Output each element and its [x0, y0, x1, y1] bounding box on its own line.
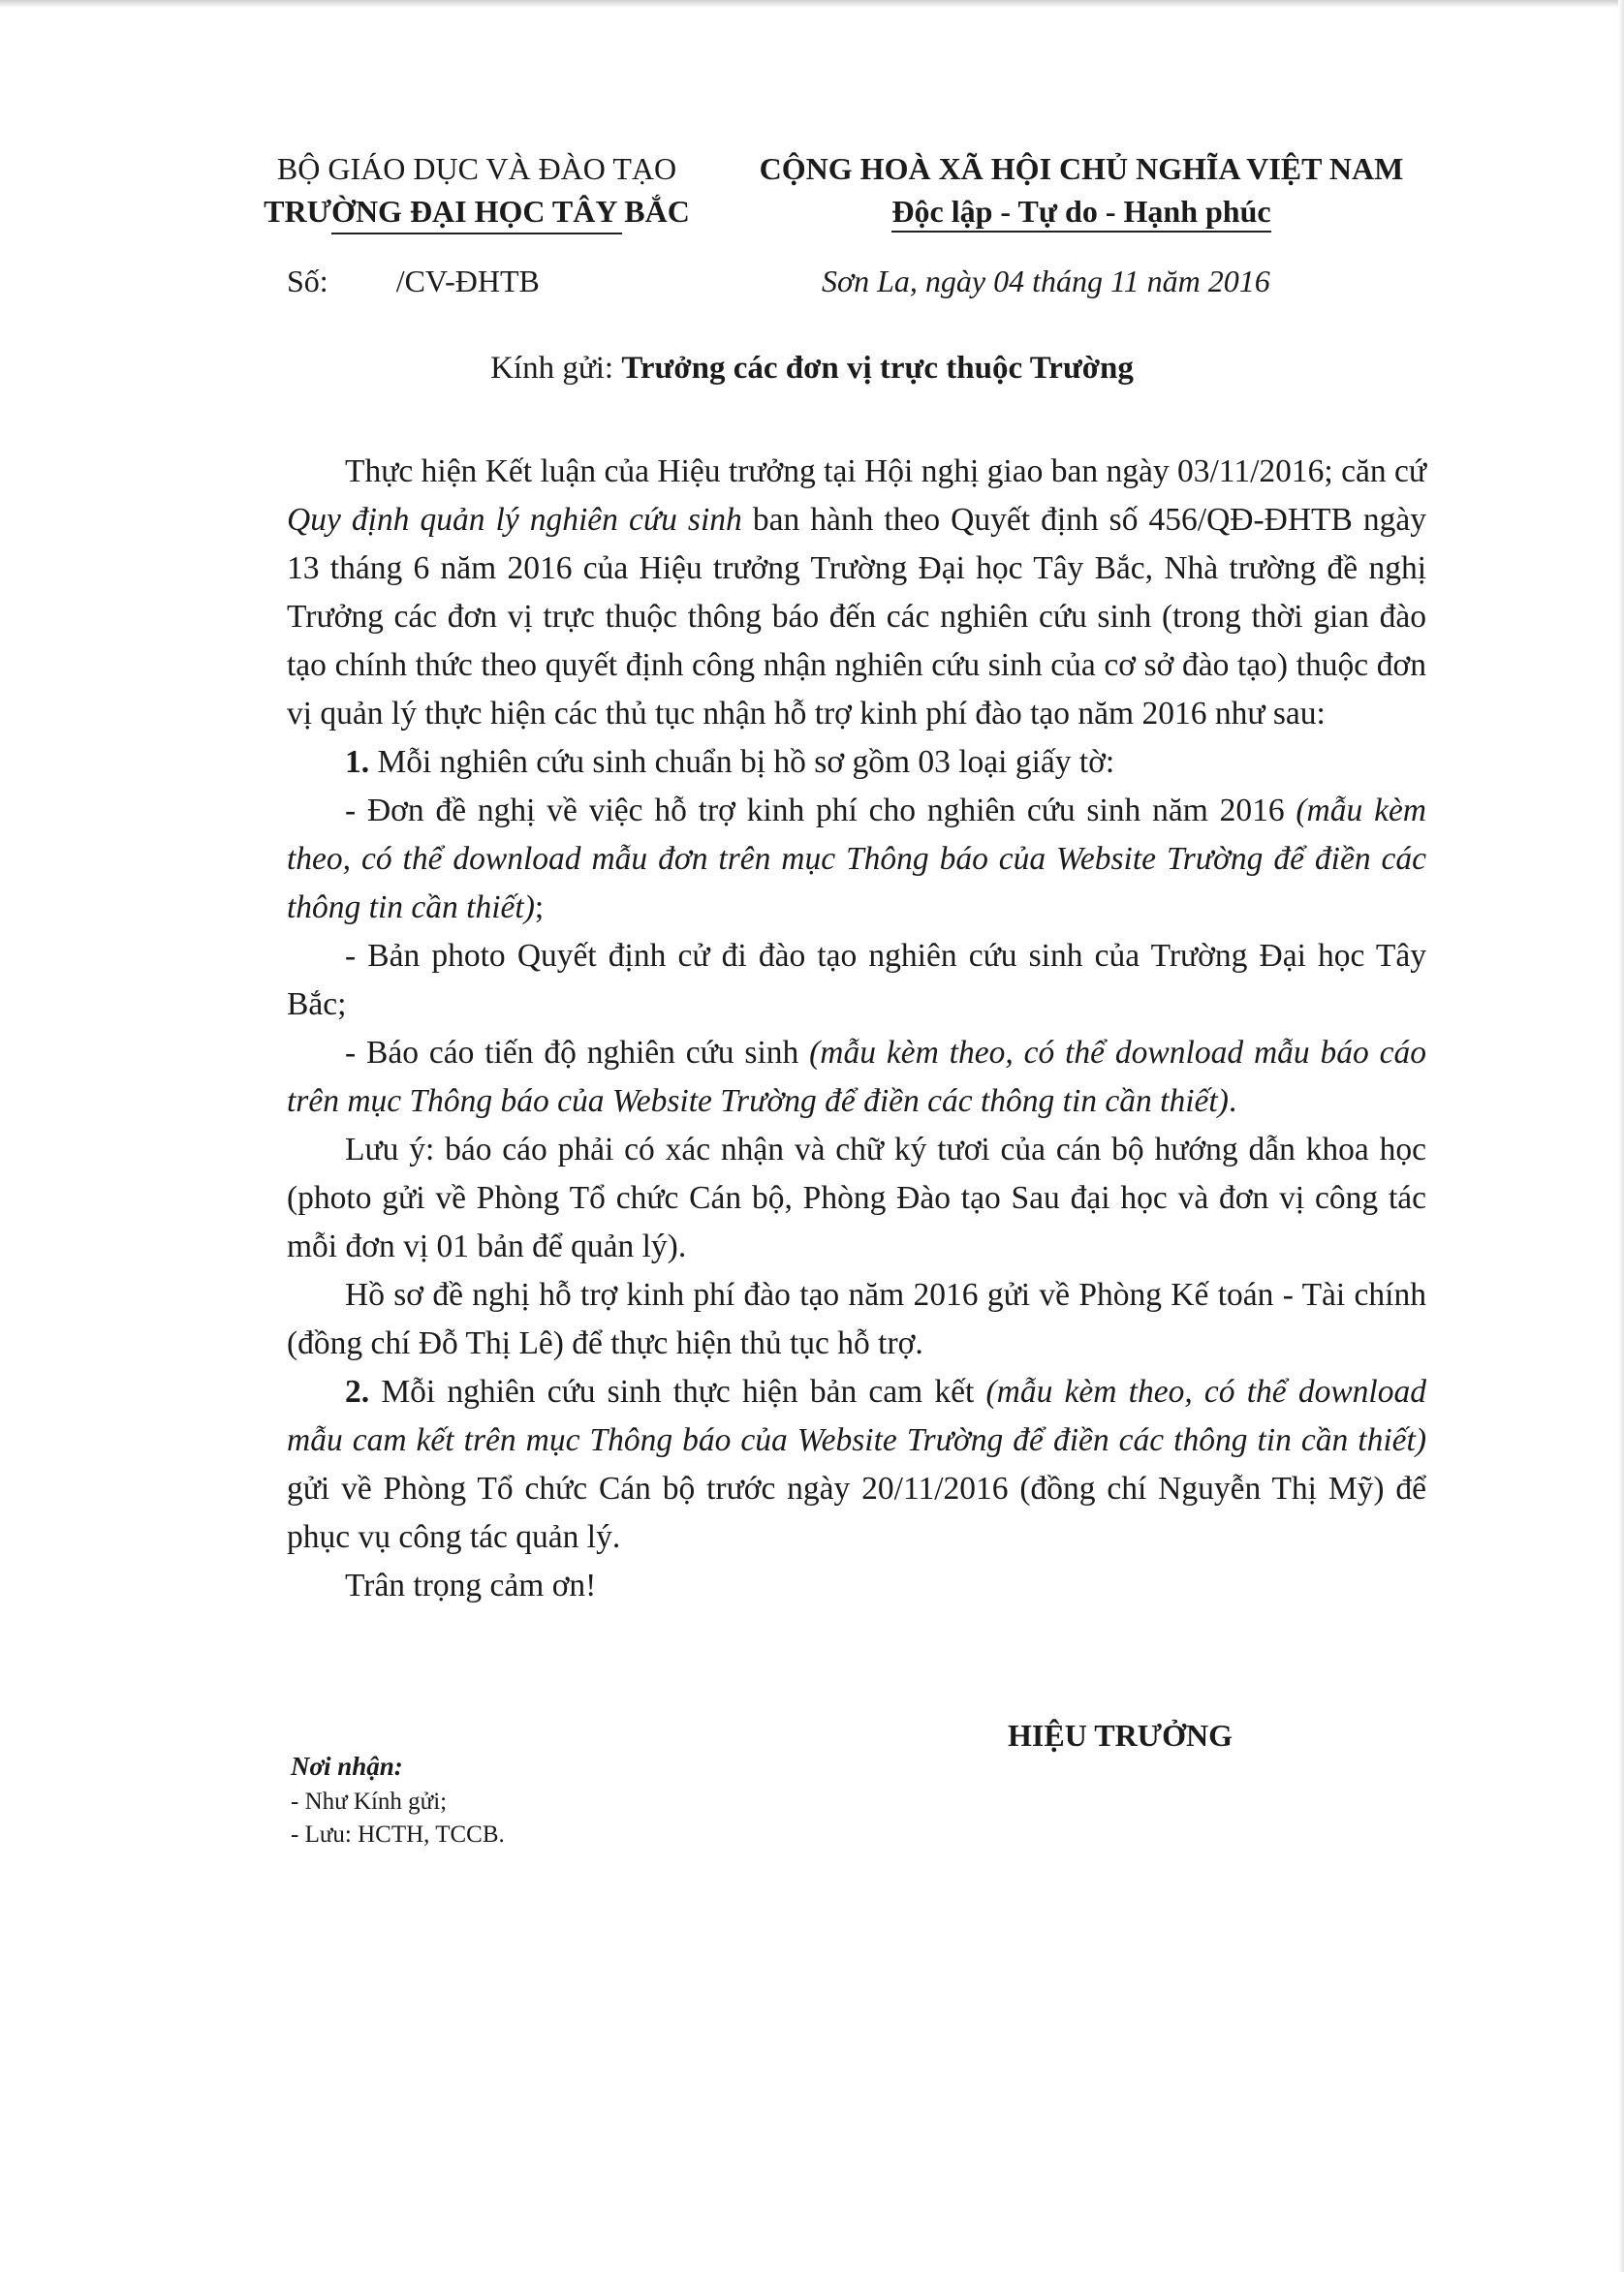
item-1: [287, 738, 1426, 787]
bullet-application: [287, 787, 1426, 932]
closing-line: Trân trọng cảm ơn!: [345, 1568, 597, 1603]
note-paragraph: Lưu ý: báo cáo phải có xác nhận và chữ ký tươi của cán bộ hướng dẫn khoa học (photo gửi về Phòng Tổ chức Cán bộ, Phòng Đào tạo Sau đại học và đơn vị công tác mỗi đơn vị 01 bản để quản lý).: [287, 1132, 1426, 1264]
issuer-header: [244, 147, 709, 233]
recipient-prefix: Kính gửi:: [490, 351, 622, 386]
letter-body: [287, 448, 1426, 1610]
item-2-number: 2.: [345, 1374, 370, 1410]
item-2: [287, 1368, 1426, 1562]
scan-top-edge: [0, 0, 1624, 8]
intro-text-cont: ban hành theo Quyết định số 456/QĐ-ĐHTB ngày 13 tháng 6 năm 2016 của Hiệu trưởng Trường Đại học Tây Bắc, Nhà trường đề nghị Trưởng các đơn vị trực thuộc thông báo đến các nghiên cứu sinh (trong thời gian đào tạo chính thức theo quyết định công nhận nghiên cứu sinh của cơ sở đào tạo) thuộc đơn vị quản lý thực hiện các thủ tục nhận hỗ trợ kinh phí đào tạo năm 2016 như sau:: [287, 502, 1426, 731]
bullet-application-end: ;: [534, 889, 545, 925]
recipients-title: Nơi nhận:: [291, 1752, 403, 1781]
bullet-report-end: .: [1228, 1083, 1237, 1119]
country-name: CỘNG HOÀ XÃ HỘI CHỦ NGHĨA VIỆT NAM: [759, 151, 1404, 186]
regulation-title: Quy định quản lý nghiên cứu sinh: [287, 502, 742, 538]
document-number-value: /CV-ĐHTB: [395, 264, 540, 298]
signer-title: HIỆU TRƯỞNG: [1008, 1718, 1234, 1753]
item-2-note: (mẫu kèm theo, có thể download mẫu cam kết trên mục Thông báo của Website Trường để điền các thông tin cần thiết): [287, 1374, 1426, 1458]
document-date: Sơn La, ngày 04 tháng 11 năm 2016: [822, 264, 1270, 298]
university-name: TRƯỜNG ĐẠI HỌC TÂY BẮC: [264, 194, 690, 229]
header-underline: [331, 233, 622, 234]
bullet-progress-report: [287, 1029, 1426, 1126]
bullet-application-note: (mẫu kèm theo, có thể download mẫu đơn trên mục Thông báo của Website Trường để điền các thông tin cần thiết): [287, 793, 1427, 925]
intro-text: Thực hiện Kết luận của Hiệu trưởng tại Hội nghị giao ban ngày 03/11/2016; căn cứ: [345, 453, 1426, 489]
national-motto: Độc lập - Tự do - Hạnh phúc: [891, 192, 1270, 233]
bullet-application-text: - Đơn đề nghị về việc hỗ trợ kinh phí cho nghiên cứu sinh năm 2016: [345, 793, 1296, 828]
item-1-number: 1.: [345, 744, 370, 780]
bullet-report-note: (mẫu kèm theo, có thể download mẫu báo cáo trên mục Thông báo của Website Trường để điền các thông tin cần thiết): [287, 1035, 1427, 1119]
national-header: [733, 147, 1430, 233]
recipients-item: - Như Kính gửi;: [291, 1789, 448, 1815]
bullet-report-text: - Báo cáo tiến độ nghiên cứu sinh: [345, 1035, 810, 1071]
recipients-item: - Lưu: HCTH, TCCB.: [291, 1821, 505, 1848]
submission-paragraph: Hồ sơ đề nghị hỗ trợ kinh phí đào tạo năm 2016 gửi về Phòng Kế toán - Tài chính (đồng chí Đỗ Thị Lê) để thực hiện thủ tục hỗ trợ.: [287, 1277, 1426, 1361]
document-number: [287, 264, 540, 299]
item-2-text: Mỗi nghiên cứu sinh thực hiện bản cam kết: [369, 1374, 986, 1410]
recipient-line: [0, 351, 1624, 387]
bullet-decision-copy: - Bản photo Quyết định cử đi đào tạo nghiên cứu sinh của Trường Đại học Tây Bắc;: [287, 938, 1426, 1022]
scan-right-edge: [1618, 0, 1624, 2272]
ministry-name: BỘ GIÁO DỤC VÀ ĐÀO TẠO: [276, 151, 677, 186]
intro-paragraph: [287, 448, 1426, 738]
item-1-text: Mỗi nghiên cứu sinh chuẩn bị hồ sơ gồm 03 loại giấy tờ:: [369, 744, 1115, 780]
item-2-text-cont: gửi về Phòng Tổ chức Cán bộ trước ngày 20/11/2016 (đồng chí Nguyễn Thị Mỹ) để phục vụ công tác quản lý.: [287, 1471, 1426, 1555]
document-number-label: Số:: [287, 264, 328, 298]
recipient-name: Trưởng các đơn vị trực thuộc Trường: [621, 351, 1134, 386]
